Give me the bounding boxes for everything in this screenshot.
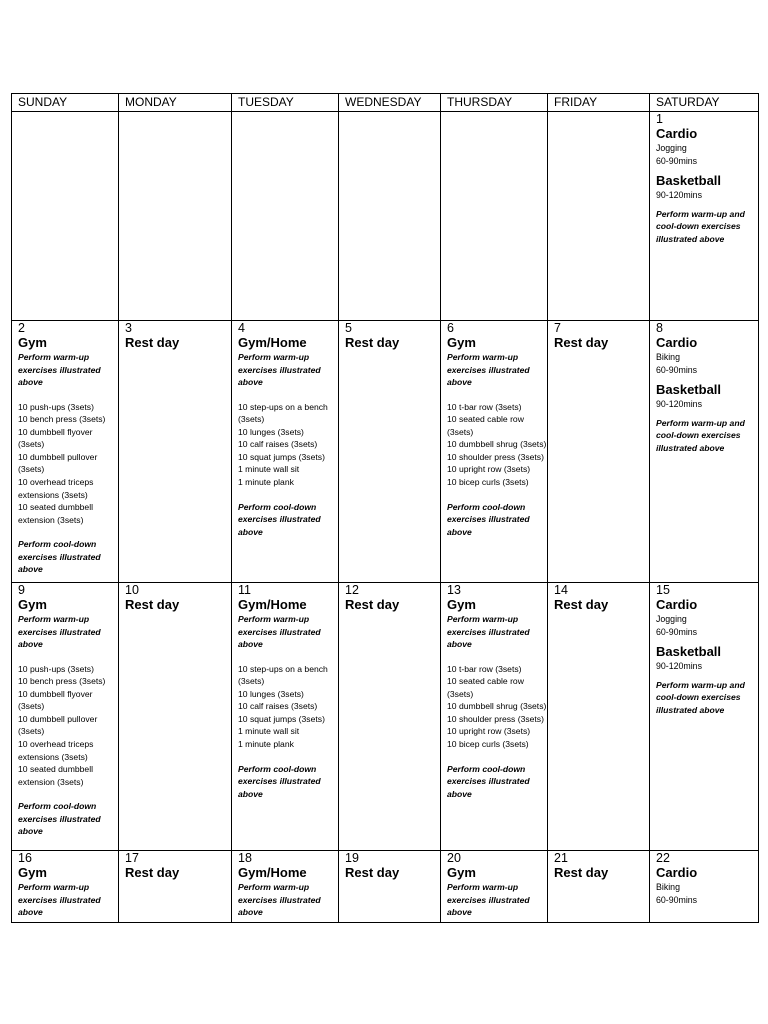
day-cell-empty [232, 112, 339, 321]
activity-title: Rest day [345, 597, 400, 612]
exercise-item: 10 squat jumps (3sets) [238, 713, 325, 724]
cooldown-note: Perform cool-down exercises illustrated above [238, 763, 321, 799]
exercise-item: 1 minute plank [238, 477, 294, 488]
day-cell-21 [548, 851, 650, 923]
exercise-item: 1 minute plank [238, 739, 294, 750]
exercise-item: 10 push-ups (3sets) [18, 663, 94, 674]
exercise-item: 10 dumbbell pullover (3sets) [18, 713, 98, 737]
exercise-item: 10 calf raises (3sets) [238, 701, 318, 712]
week-row-4 [12, 851, 759, 923]
exercise-item: 10 seated dumbbell extension (3sets) [18, 502, 94, 525]
warmup-note: Perform warm-up exercises illustrated above [238, 352, 321, 387]
warmup-note: Perform warm-up exercises illustrated above [447, 352, 530, 387]
activity-title: Basketball [656, 173, 722, 188]
warmup-cooldown-note: Perform warm-up and cool-down exercises illustrated above [656, 208, 745, 244]
day-number: 18 [238, 851, 252, 865]
cooldown-note: Perform cool-down exercises illustrated above [447, 763, 530, 799]
day-cell-empty [548, 112, 650, 321]
day-cell-11 [232, 583, 339, 851]
warmup-note: Perform warm-up exercises illustrated above [447, 882, 530, 917]
activity-title: Gym/Home [238, 335, 307, 350]
exercise-item: 10 overhead triceps extensions (3sets) [18, 477, 94, 500]
activity-duration: 90-120mins [656, 661, 702, 671]
activity-title: Rest day [345, 335, 400, 350]
activity-title: Rest day [125, 335, 180, 350]
activity-title: Cardio [656, 865, 698, 880]
activity-duration: 60-90mins [656, 364, 698, 375]
day-number: 14 [554, 583, 568, 597]
exercise-item: 10 seated cable row (3sets) [447, 676, 524, 699]
day-cell-13 [441, 583, 548, 851]
exercise-item: 10 lunges (3sets) [238, 688, 304, 699]
activity-title: Cardio [656, 597, 698, 612]
activity-type: Biking [656, 352, 680, 362]
day-cell-3 [119, 321, 232, 583]
exercise-item: 10 bench press (3sets) [18, 414, 106, 425]
day-number: 12 [345, 583, 359, 597]
day-cell-2 [12, 321, 119, 583]
day-number: 7 [554, 321, 561, 335]
warmup-note: Perform warm-up exercises illustrated above [447, 614, 530, 649]
exercise-item: 10 t-bar row (3sets) [447, 401, 522, 412]
warmup-note: Perform warm-up exercises illustrated above [18, 614, 101, 649]
day-cell-empty [441, 112, 548, 321]
exercise-item: 10 upright row (3sets) [447, 726, 531, 737]
exercise-item: 10 t-bar row (3sets) [447, 663, 522, 674]
activity-title: Gym [18, 865, 47, 880]
exercise-list [447, 663, 547, 751]
activity-title: Rest day [125, 865, 180, 880]
cooldown-note: Perform cool-down exercises illustrated above [447, 501, 530, 537]
day-cell-18 [232, 851, 339, 923]
header-wednesday: WEDNESDAY [339, 94, 441, 112]
exercise-list [447, 401, 547, 489]
day-cell-22 [650, 851, 759, 923]
exercise-item: 10 bicep curls (3sets) [447, 477, 529, 488]
activity-title: Gym [447, 335, 476, 350]
exercise-item: 1 minute wall sit [238, 726, 300, 737]
exercise-item: 1 minute wall sit [238, 464, 300, 475]
day-number: 19 [345, 851, 359, 865]
day-cell-1 [650, 112, 759, 321]
exercise-list [18, 401, 118, 527]
week-row-3 [12, 583, 759, 851]
exercise-list [238, 401, 338, 489]
activity-title: Rest day [554, 597, 609, 612]
exercise-item: 10 calf raises (3sets) [238, 439, 318, 450]
header-friday: FRIDAY [548, 94, 650, 112]
activity-type: Jogging [656, 614, 687, 624]
day-number: 21 [554, 851, 568, 865]
activity-title: Basketball [656, 382, 722, 397]
day-cell-8 [650, 321, 759, 583]
exercise-item: 10 dumbbell flyover (3sets) [18, 426, 93, 450]
day-cell-15 [650, 583, 759, 851]
activity-duration: 90-120mins [656, 190, 702, 200]
activity-title: Rest day [554, 865, 609, 880]
activity-title: Cardio [656, 335, 698, 350]
day-number: 5 [345, 321, 352, 335]
exercise-item: 10 step-ups on a bench (3sets) [238, 663, 328, 687]
activity-title: Cardio [656, 126, 698, 141]
activity-title: Gym [447, 865, 476, 880]
day-number: 4 [238, 321, 245, 335]
exercise-item: 10 step-ups on a bench (3sets) [238, 401, 328, 425]
exercise-item: 10 bicep curls (3sets) [447, 739, 529, 750]
day-cell-10 [119, 583, 232, 851]
cooldown-note: Perform cool-down exercises illustrated above [238, 501, 321, 537]
day-number: 15 [656, 583, 670, 597]
activity-title: Gym [18, 335, 47, 350]
warmup-note: Perform warm-up exercises illustrated above [18, 352, 101, 387]
day-number: 9 [18, 583, 25, 597]
activity-type: Biking [656, 882, 680, 892]
day-number: 13 [447, 583, 461, 597]
day-number: 1 [656, 112, 663, 126]
day-number: 16 [18, 851, 32, 865]
exercise-item: 10 dumbbell flyover (3sets) [18, 688, 93, 712]
warmup-cooldown-note: Perform warm-up and cool-down exercises illustrated above [656, 679, 745, 715]
day-number: 11 [238, 583, 251, 597]
day-number: 20 [447, 851, 461, 865]
activity-title: Gym/Home [238, 865, 307, 880]
day-number: 3 [125, 321, 132, 335]
warmup-cooldown-note: Perform warm-up and cool-down exercises illustrated above [656, 417, 745, 453]
exercise-item: 10 dumbbell shrug (3sets) [447, 701, 547, 712]
activity-duration: 60-90mins [656, 155, 698, 166]
exercise-item: 10 bench press (3sets) [18, 676, 106, 687]
header-tuesday: TUESDAY [232, 94, 339, 112]
exercise-item: 10 seated dumbbell extension (3sets) [18, 764, 94, 787]
cooldown-note: Perform cool-down exercises illustrated above [18, 539, 101, 575]
warmup-note: Perform warm-up exercises illustrated above [238, 614, 321, 649]
header-sunday: SUNDAY [12, 94, 119, 112]
activity-duration: 60-90mins [656, 894, 698, 905]
exercise-item: 10 shoulder press (3sets) [447, 713, 544, 724]
exercise-list [238, 663, 338, 751]
workout-calendar [11, 93, 759, 923]
exercise-item: 10 upright row (3sets) [447, 464, 531, 475]
exercise-list [18, 663, 118, 789]
header-row [12, 94, 759, 112]
day-cell-19 [339, 851, 441, 923]
day-number: 8 [656, 321, 663, 335]
day-number: 22 [656, 851, 670, 865]
exercise-item: 10 squat jumps (3sets) [238, 451, 325, 462]
day-cell-empty [12, 112, 119, 321]
day-number: 6 [447, 321, 454, 335]
warmup-note: Perform warm-up exercises illustrated above [238, 882, 321, 917]
day-cell-17 [119, 851, 232, 923]
exercise-item: 10 overhead triceps extensions (3sets) [18, 739, 94, 762]
exercise-item: 10 lunges (3sets) [238, 426, 304, 437]
activity-title: Rest day [345, 865, 400, 880]
day-cell-9 [12, 583, 119, 851]
cooldown-note: Perform cool-down exercises illustrated above [18, 801, 101, 837]
activity-title: Gym [18, 597, 47, 612]
activity-title: Basketball [656, 644, 722, 659]
exercise-item: 10 seated cable row (3sets) [447, 414, 524, 437]
activity-title: Rest day [125, 597, 180, 612]
day-cell-7 [548, 321, 650, 583]
day-cell-12 [339, 583, 441, 851]
day-cell-16 [12, 851, 119, 923]
day-cell-5 [339, 321, 441, 583]
activity-duration: 90-120mins [656, 399, 702, 409]
header-saturday: SATURDAY [650, 94, 759, 112]
week-row-1 [12, 112, 759, 321]
week-row-2 [12, 321, 759, 583]
day-cell-empty [119, 112, 232, 321]
exercise-item: 10 dumbbell pullover (3sets) [18, 451, 98, 475]
activity-title: Gym/Home [238, 597, 307, 612]
activity-duration: 60-90mins [656, 626, 698, 637]
day-number: 17 [125, 851, 139, 865]
day-number: 2 [18, 321, 25, 335]
header-monday: MONDAY [119, 94, 232, 112]
day-cell-14 [548, 583, 650, 851]
activity-type: Jogging [656, 143, 687, 153]
day-number: 10 [125, 583, 139, 597]
day-cell-4 [232, 321, 339, 583]
exercise-item: 10 shoulder press (3sets) [447, 451, 544, 462]
day-cell-6 [441, 321, 548, 583]
exercise-item: 10 push-ups (3sets) [18, 401, 94, 412]
day-cell-empty [339, 112, 441, 321]
activity-title: Gym [447, 597, 476, 612]
header-thursday: THURSDAY [441, 94, 548, 112]
day-cell-20 [441, 851, 548, 923]
warmup-note: Perform warm-up exercises illustrated above [18, 882, 101, 917]
exercise-item: 10 dumbbell shrug (3sets) [447, 439, 547, 450]
activity-title: Rest day [554, 335, 609, 350]
